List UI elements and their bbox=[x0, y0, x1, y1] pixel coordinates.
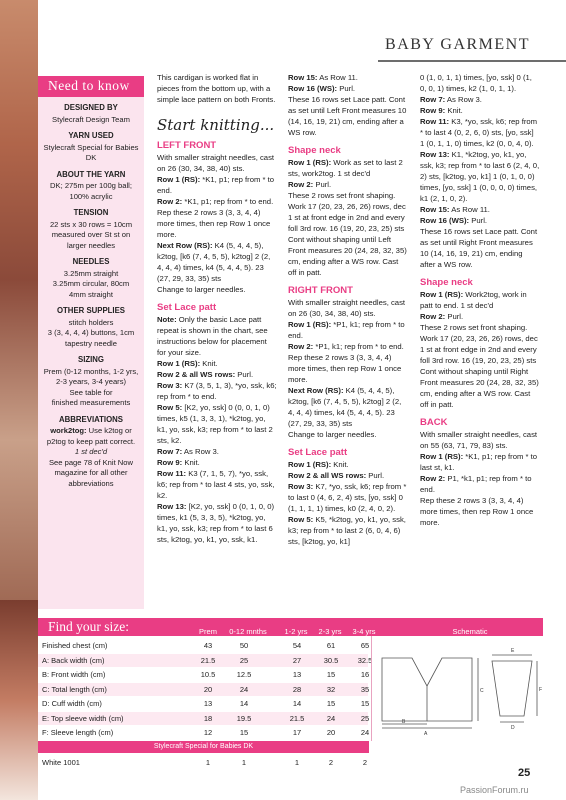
sizing-1: Prem (0-12 months, 1-2 yrs, bbox=[43, 366, 139, 376]
pattern-line: Rep these 2 rows 3 (3, 3, 4, 4) more times, then rep Row 1 once more. bbox=[288, 353, 402, 384]
background-photo-bottom bbox=[0, 600, 38, 800]
pattern-line: Row 15: As Row 11. bbox=[420, 205, 490, 214]
pattern-line: These 2 rows set front shaping. Work 17 (20, 23, 26, 26) rows, dec 1 st at front edge in 2nd and every foll 3rd row. 16 (19, 20, 23, 25) sts bbox=[420, 323, 538, 365]
sleeve-outline bbox=[492, 661, 532, 716]
row-label: Row 2: bbox=[420, 474, 446, 483]
size-value: 15 bbox=[239, 728, 249, 737]
size-row-label: D: Cuff width (cm) bbox=[42, 699, 102, 708]
about-yarn: DK; 275m per 100g ball; 100% acrylic bbox=[50, 181, 132, 201]
pattern-line: 0 (1, 0, 1, 1) times, [yo, ssk] 0 (1, 0, 0, 1) times, k2 (1, 0, 1, 1). bbox=[420, 73, 532, 93]
pattern-line: Row 7: As Row 3. bbox=[420, 95, 482, 104]
row-label: Next Row (RS): bbox=[157, 241, 213, 250]
size-row-label: F: Sleeve length (cm) bbox=[42, 728, 114, 737]
size-row-label: B: Front width (cm) bbox=[42, 670, 106, 679]
needles-heading: NEEDLES bbox=[72, 257, 110, 266]
size-value: 20 bbox=[203, 684, 213, 694]
row-label: Row 5: bbox=[288, 515, 314, 524]
size-row-label: C: Total length (cm) bbox=[42, 684, 107, 694]
pattern-line: Row 2: *P1, k1; rep from * to end. bbox=[288, 342, 404, 351]
size-row bbox=[38, 683, 368, 696]
row-label: Row 13: bbox=[157, 502, 187, 511]
pattern-line: With smaller straight needles, cast on 26 (30, 34, 38, 40) sts. bbox=[288, 298, 406, 318]
size-value: 12 bbox=[203, 728, 213, 737]
size-value: 24 bbox=[326, 713, 336, 723]
size-value: 25 bbox=[239, 655, 249, 665]
row-label: Row 11: bbox=[157, 469, 187, 478]
pattern-line: Row 2: Purl. bbox=[420, 312, 464, 321]
need-to-know-sidebar bbox=[38, 76, 144, 609]
row-label: Row 1 (RS): bbox=[157, 359, 201, 368]
yarn-row bbox=[38, 756, 368, 769]
row-label: Row 1 (RS): bbox=[420, 452, 464, 461]
sizing-3: See table for bbox=[69, 387, 113, 397]
tension: 22 sts x 30 rows = 10cm measured over St st on larger needles bbox=[49, 219, 133, 250]
col-header-0-12: 0-12 mnths bbox=[229, 627, 267, 636]
pattern-line: Row 11: K3, *yo, ssk, k6; rep from * to last 4 (0, 2, 6, 0) sts, [yo, ssk] 1 (0, 1, 1, 0) times, k2 (0, 0, 4, 0). bbox=[420, 117, 538, 148]
row-label: Next Row (RS): bbox=[288, 386, 344, 395]
size-value: 24 bbox=[360, 728, 370, 737]
size-row-label: E: Top sleeve width (cm) bbox=[42, 713, 124, 723]
pattern-line: Row 9: Knit. bbox=[420, 106, 463, 115]
pattern-line: Row 11: K3 (7, 1, 5, 7), *yo, ssk, k6; rep from * to last 4 sts, yo, ssk, k2. bbox=[157, 469, 275, 500]
size-value: 12.5 bbox=[236, 670, 252, 679]
size-value: 65 bbox=[360, 641, 370, 650]
designed-by-heading: DESIGNED BY bbox=[64, 103, 118, 112]
left-front-heading: LEFT FRONT bbox=[157, 140, 217, 151]
shape-neck-heading-2: Shape neck bbox=[420, 277, 473, 288]
size-value: 15 bbox=[326, 699, 336, 708]
yarn-val: 1 bbox=[294, 758, 300, 767]
row-label: Row 1 (RS): bbox=[288, 460, 332, 469]
pattern-line: Row 3: K7 (3, 5, 1, 3), *yo, ssk, k6; rep from * to end. bbox=[157, 381, 277, 401]
size-value: 16 bbox=[360, 670, 370, 679]
pattern-column-3 bbox=[420, 72, 540, 528]
about-yarn-heading: ABOUT THE YARN bbox=[56, 169, 126, 179]
sizing-heading: SIZING bbox=[78, 355, 104, 364]
find-your-size-title: Find your size: bbox=[38, 618, 178, 636]
pattern-line: Row 15: As Row 11. bbox=[288, 73, 358, 82]
pattern-line: Row 2 & all WS rows: Purl. bbox=[157, 370, 254, 379]
size-value: 24 bbox=[239, 684, 249, 694]
pattern-line: Cont without shaping until Right Front measures 20 (24, 28, 32, 35) cm, ending after a WS row. Cast off in patt. bbox=[420, 367, 539, 409]
body-outline-right bbox=[427, 658, 472, 721]
pattern-line: These 16 rows set Lace patt. Cont as set until Left Front measures 10 (14, 16, 19, 21) cm, ending after a WS row. bbox=[288, 95, 407, 137]
schem-label-e: E bbox=[511, 648, 515, 654]
pattern-line: With smaller straight needles, cast on 55 (63, 71, 79, 83) sts. bbox=[420, 430, 538, 450]
schem-label-a: A bbox=[424, 731, 428, 737]
row-label: Row 3: bbox=[288, 482, 314, 491]
size-value: 10.5 bbox=[200, 670, 216, 679]
abbr-see-page: See page 78 of Knit Now magazine for all other abbreviations bbox=[48, 457, 133, 488]
col-header-3-4: 3-4 yrs bbox=[352, 627, 376, 636]
pattern-line: Change to larger needles. bbox=[157, 285, 246, 294]
yarn-row-label: White 1001 bbox=[42, 758, 80, 767]
abbreviations-heading: ABBREVIATIONS bbox=[59, 414, 123, 424]
row-label: Row 5: bbox=[157, 403, 183, 412]
yarn-bar: Stylecraft Special for Babies DK bbox=[38, 741, 369, 753]
size-value: 17 bbox=[292, 728, 302, 737]
size-value: 61 bbox=[326, 641, 336, 650]
row-label: Row 9: bbox=[157, 458, 183, 467]
watermark: PassionForum.ru bbox=[460, 785, 529, 795]
pattern-line: Row 1 (RS): *P1, k1; rep from * to end. bbox=[288, 320, 405, 340]
yarn-used-heading: YARN USED bbox=[68, 131, 114, 140]
needles-2: 3.25mm circular, 80cm bbox=[52, 279, 130, 288]
pattern-line: Row 16 (WS): Purl. bbox=[288, 84, 356, 93]
pattern-column-2 bbox=[288, 72, 408, 547]
needles-1: 3.25mm straight bbox=[63, 268, 119, 278]
needles-3: 4mm straight bbox=[69, 289, 113, 299]
size-value: 20 bbox=[326, 728, 336, 737]
size-row bbox=[38, 668, 368, 681]
abbr-term: work2tog: bbox=[50, 426, 87, 435]
size-value: 18 bbox=[203, 713, 213, 723]
col-header-prem: Prem bbox=[199, 627, 217, 636]
pattern-line: Row 13: [K2, yo, ssk] 0 (0, 1, 0, 0) times, k1 (5, 3, 3, 5), *k2tog, yo, k1, yo, ssk, k3; rep from * to last 6 sts, k2tog, yo, k1, yo, ssk, k1. bbox=[157, 502, 275, 544]
pattern-line: Row 5: [K2, yo, ssk] 0 (0, 0, 1, 0) times, k5 (1, 3, 3, 1), *k2tog, yo, k1, yo, ssk, k3; rep from * to last 2 sts, k2. bbox=[157, 403, 273, 445]
row-label: Row 1 (RS): bbox=[157, 175, 201, 184]
size-row-label: Finished chest (cm) bbox=[42, 641, 108, 650]
size-value: 14 bbox=[292, 699, 302, 708]
sizing-4: finished measurements bbox=[51, 398, 131, 407]
page-header bbox=[378, 32, 566, 62]
pattern-line: These 16 rows set Lace patt. Cont as set until Right Front measures 10 (14, 16, 19, 21) cm, ending after a WS row. bbox=[420, 227, 538, 269]
col-header-2-3: 2-3 yrs bbox=[318, 627, 342, 636]
sidebar-title: Need to know bbox=[38, 76, 144, 97]
abbr-dec: 1 st dec'd bbox=[74, 447, 108, 456]
schem-label-b: B bbox=[402, 719, 406, 725]
size-value: 50 bbox=[239, 641, 249, 650]
schematic-svg bbox=[372, 636, 544, 741]
schem-label-f: F bbox=[539, 687, 543, 693]
pattern-line: Next Row (RS): K4 (5, 4, 4, 5), k2tog, [k6 (7, 4, 5, 5), k2tog] 2 (2, 4, 4, 4) times, k4 (5, 4, 4, 5). 23 (27, 29, 33, 35) sts bbox=[288, 386, 402, 428]
pattern-line: Rep these 2 rows 3 (3, 3, 4, 4) more times, then rep Row 1 once more. bbox=[157, 208, 271, 239]
schematic-diagram bbox=[371, 636, 544, 741]
pattern-line: Cont without shaping until Left Front measures 20 (24, 28, 32, 35) cm, ending after a WS row. Cast off in patt. bbox=[288, 235, 407, 277]
row-label: Row 16 (WS): bbox=[288, 84, 338, 93]
size-value: 30.5 bbox=[323, 655, 339, 665]
pattern-line: Next Row (RS): K4 (5, 4, 4, 5), k2tog, [k6 (7, 4, 5, 5), k2tog] 2 (2, 4, 4, 4) times, k4 (5, 4, 4, 5). 23 (27, 29, 33, 35) sts bbox=[157, 241, 271, 283]
size-value: 21.5 bbox=[200, 655, 216, 665]
pattern-line: Row 3: K7, *yo, ssk, k6; rep from * to last 0 (4, 6, 2, 4) sts, [yo, ssk] 0 (1, 1, 1, 1) times, k0 (2, 4, 0, 2). bbox=[288, 482, 407, 513]
row-label: Row 2: bbox=[157, 197, 183, 206]
row-label: Row 1 (RS): bbox=[288, 158, 332, 167]
size-value: 15 bbox=[326, 670, 336, 679]
row-label: Row 15: bbox=[420, 205, 450, 214]
size-row bbox=[38, 654, 373, 667]
size-row bbox=[38, 712, 368, 725]
start-knitting-heading: Start knitting... bbox=[157, 116, 275, 134]
pattern-line: Row 9: Knit. bbox=[157, 458, 200, 467]
pattern-line: Row 2: P1, *k1, p1; rep from * to end. bbox=[420, 474, 532, 494]
row-label: Row 1 (RS): bbox=[420, 290, 464, 299]
pattern-line: Row 13: K1, *k2tog, yo, k1, yo, ssk, k3; rep from * to last 6 (2, 4, 0, 2) sts, [k2tog, yo, k1] 1 (0, 1, 0, 0) times, [yo, ssk] 1 (0, 0, 0, 0) times, k1 (2, 1, 0, 2). bbox=[420, 150, 540, 203]
size-value: 13 bbox=[292, 670, 302, 679]
row-label: Row 2 & all WS rows: bbox=[157, 370, 236, 379]
size-value: 35 bbox=[360, 684, 370, 694]
row-label: Row 7: bbox=[420, 95, 446, 104]
pattern-line: Note: Only the basic Lace patt repeat is shown in the chart, see instructions below for placement for your size. bbox=[157, 315, 268, 357]
size-value: 14 bbox=[239, 699, 249, 708]
size-value: 43 bbox=[203, 641, 213, 650]
size-row bbox=[38, 726, 368, 739]
pattern-line: Row 1 (RS): Work as set to last 2 sts, work2tog. 1 st dec'd bbox=[288, 158, 403, 178]
intro-text: This cardigan is worked flat in pieces from the bottom up, with a simple lace pattern on both Fronts. bbox=[157, 73, 276, 104]
other-supplies-heading: OTHER SUPPLIES bbox=[56, 306, 126, 315]
row-label: Row 3: bbox=[157, 381, 183, 390]
pattern-line: With smaller straight needles, cast on 26 (30, 34, 38, 40) sts. bbox=[157, 153, 275, 173]
size-value: 13 bbox=[203, 699, 213, 708]
other-1: stitch holders bbox=[68, 317, 114, 327]
schem-label-d: D bbox=[511, 725, 515, 731]
row-label: Note: bbox=[157, 315, 177, 324]
yarn-used: Stylecraft Special for Babies DK bbox=[43, 142, 139, 162]
row-label: Row 9: bbox=[420, 106, 446, 115]
section-title: BABY GARMENT bbox=[385, 36, 530, 53]
sidebar-content bbox=[38, 103, 144, 489]
pattern-line: Row 5: K5, *k2tog, yo, k1, yo, ssk, k3; rep from * to last 2 (6, 0, 4, 6) sts, [k2tog, yo, k1] bbox=[288, 515, 406, 546]
size-row bbox=[38, 639, 368, 652]
yarn-val: 1 bbox=[205, 758, 211, 767]
yarn-val: 1 bbox=[241, 758, 247, 767]
row-label: Row 2: bbox=[288, 180, 314, 189]
size-value: 27 bbox=[292, 655, 302, 665]
size-value: 19.5 bbox=[236, 713, 252, 723]
pattern-line: Row 2 & all WS rows: Purl. bbox=[288, 471, 385, 480]
pattern-line: Row 2: Purl. bbox=[288, 180, 332, 189]
size-row-label: A: Back width (cm) bbox=[42, 655, 105, 665]
pattern-line: Row 2: *K1, p1; rep from * to end. bbox=[157, 197, 274, 206]
right-front-heading: RIGHT FRONT bbox=[288, 285, 353, 296]
pattern-line: Change to larger needles. bbox=[288, 430, 377, 439]
pattern-column-1 bbox=[157, 72, 277, 545]
tension-heading: TENSION bbox=[73, 208, 109, 217]
pattern-line: Row 1 (RS): *K1, p1; rep from * to end. bbox=[157, 175, 275, 195]
col-header-1-2: 1-2 yrs bbox=[284, 627, 308, 636]
row-label: Row 2 & all WS rows: bbox=[288, 471, 367, 480]
size-row bbox=[38, 697, 368, 710]
yarn-val: 2 bbox=[328, 758, 334, 767]
other-3: tapestry needle bbox=[65, 338, 117, 348]
size-value: 32 bbox=[326, 684, 336, 694]
back-heading: BACK bbox=[420, 417, 448, 428]
row-label: Row 1 (RS): bbox=[288, 320, 332, 329]
pattern-line: Row 1 (RS): *K1, p1; rep from * to last st, k1. bbox=[420, 452, 538, 472]
row-label: Row 7: bbox=[157, 447, 183, 456]
size-value: 15 bbox=[360, 699, 370, 708]
pattern-line: Row 1 (RS): Work2tog, work in patt to end. 1 st dec'd bbox=[420, 290, 527, 310]
row-label: Row 2: bbox=[420, 312, 446, 321]
sizing-2: 2-3 years, 3-4 years) bbox=[55, 377, 127, 386]
abbr-work2tog bbox=[42, 426, 140, 447]
shape-neck-heading: Shape neck bbox=[288, 145, 341, 156]
row-label: Row 13: bbox=[420, 150, 450, 159]
pattern-line: Rep these 2 rows 3 (3, 3, 4, 4) more times, then rep Row 1 once more. bbox=[420, 496, 534, 527]
page-number: 25 bbox=[518, 767, 531, 779]
row-label: Row 2: bbox=[288, 342, 314, 351]
pattern-line: Row 16 (WS): Purl. bbox=[420, 216, 488, 225]
yarn-val: 2 bbox=[362, 758, 368, 767]
size-value: 21.5 bbox=[289, 713, 305, 723]
body-outline bbox=[382, 658, 427, 721]
size-value: 28 bbox=[292, 684, 302, 694]
size-value: 32.5 bbox=[357, 655, 373, 665]
pattern-line: Row 1 (RS): Knit. bbox=[288, 460, 349, 469]
other-2: 3 (3, 4, 4, 4) buttons, 1cm bbox=[47, 328, 135, 337]
pattern-line: Row 7: As Row 3. bbox=[157, 447, 219, 456]
size-value: 25 bbox=[360, 713, 370, 723]
abbr-def: Use k2tog or p2tog to keep patt correct. bbox=[46, 426, 136, 446]
col-header-schematic: Schematic bbox=[452, 627, 488, 636]
set-lace-heading-2: Set Lace patt bbox=[288, 447, 348, 458]
schem-label-c: C bbox=[480, 688, 484, 694]
size-value: 54 bbox=[292, 641, 302, 650]
designed-by: Stylecraft Design Team bbox=[52, 114, 130, 124]
row-label: Row 16 (WS): bbox=[420, 216, 470, 225]
row-label: Row 11: bbox=[420, 117, 450, 126]
row-label: Row 15: bbox=[288, 73, 318, 82]
pattern-line: These 2 rows set front shaping. Work 17 (20, 23, 26, 26) rows, dec 1 st at front edge in 2nd and every foll 3rd row. 16 (19, 20, 23, 25) sts bbox=[288, 191, 406, 233]
pattern-line: Row 1 (RS): Knit. bbox=[157, 359, 218, 368]
set-lace-heading: Set Lace patt bbox=[157, 302, 217, 313]
